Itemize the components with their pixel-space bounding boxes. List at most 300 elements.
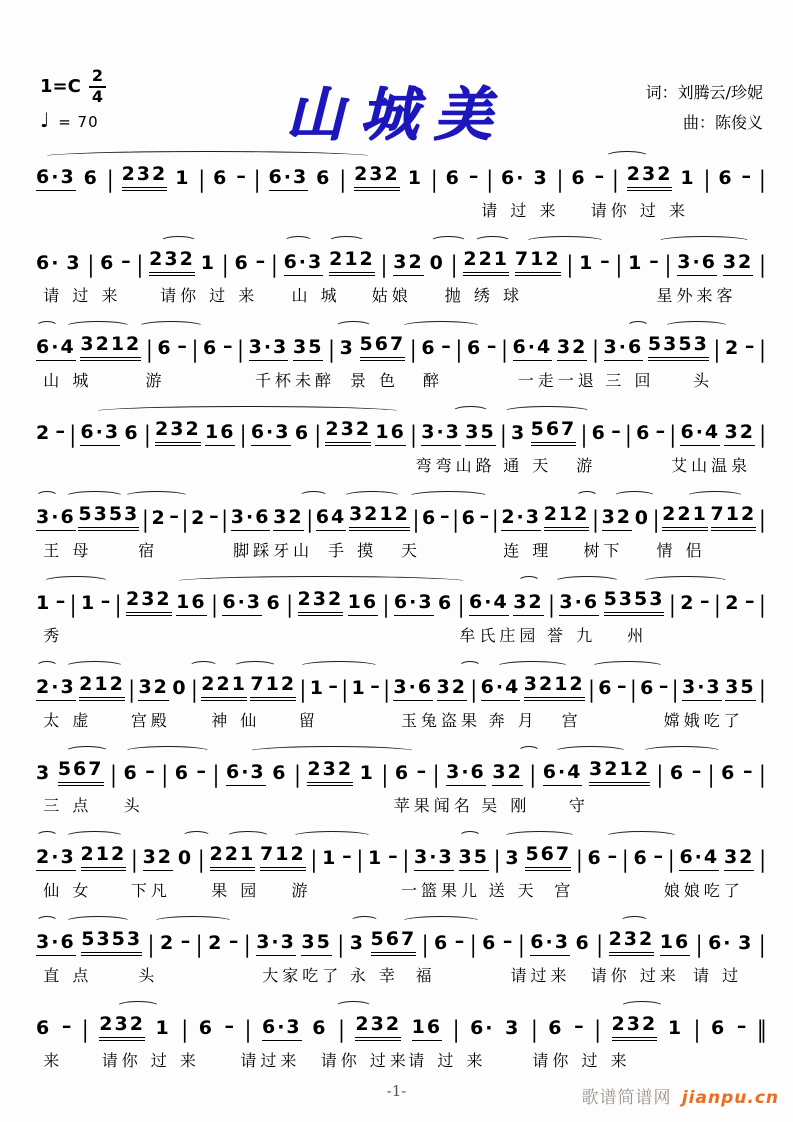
barline: | (695, 930, 703, 958)
note-token: 2 (208, 932, 224, 954)
note-token: 3·3 (256, 933, 296, 956)
barline: | (244, 1015, 252, 1043)
barline: | (145, 335, 153, 363)
note-token: 16 (412, 1018, 442, 1041)
lyric-segment: 奔 月 (488, 711, 538, 730)
note-token: 6 (100, 252, 116, 274)
slur-arc (292, 831, 372, 842)
slur-arc (36, 321, 58, 332)
slur-arc (299, 661, 379, 672)
barline: | (294, 760, 301, 788)
slur-arc (642, 746, 722, 757)
note-token: 6 (266, 592, 282, 614)
note-token: 3 (36, 762, 52, 784)
lyric-segment: 山 城 (43, 371, 93, 390)
note-token: 6 (123, 762, 139, 784)
slur-arc (401, 916, 481, 927)
barline: | (592, 505, 599, 533)
note-token: 3·6 (36, 508, 76, 531)
lyrics-row (36, 878, 766, 902)
duration-dash: – (655, 420, 666, 442)
barline: | (713, 335, 721, 363)
lyric-segment: 留 (298, 711, 319, 730)
note-token: 221 (201, 675, 247, 701)
note-token: 6·3 (80, 423, 120, 446)
slur-layer (36, 148, 766, 163)
slur-arc (657, 236, 752, 247)
barline: | (469, 930, 477, 958)
duration-dash: – (574, 1015, 584, 1037)
note-token: 6 (272, 762, 288, 784)
lyric-segment: 一篮果儿 (401, 881, 482, 900)
note-token: 3 (66, 252, 82, 274)
note-token: 32 (724, 423, 754, 446)
slur-arc (65, 321, 131, 332)
barline: | (237, 335, 244, 363)
duration-dash: – (196, 760, 207, 782)
note-token: 32 (273, 508, 303, 531)
note-token: 3212 (349, 505, 410, 531)
note-token: 1 (200, 252, 216, 274)
note-token: 6·3 (394, 593, 434, 616)
notes-row (36, 673, 766, 701)
note-token: 6·4 (543, 763, 583, 786)
watermark-site-name: 歌谱简谱网 (581, 1088, 672, 1108)
barline: | (286, 590, 293, 618)
note-token: 3·6 (559, 593, 599, 616)
slur-arc (518, 576, 540, 587)
duration-dash: – (649, 250, 659, 272)
slur-arc (182, 831, 211, 842)
score-line (36, 148, 766, 233)
page-number: -1- (386, 1082, 407, 1100)
barline: | (501, 335, 508, 363)
note-token: 6 (640, 677, 656, 699)
note-token: 712 (250, 675, 296, 701)
lyric-segment: 誉 九 (547, 626, 597, 645)
score-line (36, 998, 766, 1083)
note-token: 567 (531, 420, 577, 446)
notes-row (36, 843, 766, 871)
slur-arc (124, 746, 212, 757)
lyric-segment: 请你 过 来 (101, 1051, 200, 1070)
slur-arc (496, 661, 569, 672)
duration-dash: – (454, 930, 465, 952)
slur-arc (299, 491, 328, 502)
barline: | (337, 930, 345, 958)
slur-arc (430, 236, 467, 247)
barline: | (212, 760, 220, 788)
barline: | (191, 675, 198, 703)
barline: | (693, 1015, 701, 1043)
lyric-segment: 弯弯山路 (415, 456, 496, 475)
tempo-value: = 70 (58, 113, 99, 131)
barline: | (198, 165, 206, 193)
lyric-segment: 太 虚 (43, 711, 93, 730)
note-token: 6·4 (481, 678, 521, 701)
duration-dash: – (691, 760, 702, 782)
barline: | (314, 420, 322, 448)
barline: | (430, 165, 438, 193)
note-token: 212 (79, 675, 125, 701)
lyric-segment: 送 天 (488, 881, 538, 900)
note-token: 3 (511, 422, 527, 444)
duration-dash: – (502, 930, 513, 952)
lyric-segment: 星外来客 (656, 286, 737, 305)
slur-layer (36, 913, 766, 928)
lyric-segment: 请 过 来 (408, 1051, 487, 1070)
barline: | (106, 165, 114, 193)
slur-arc (65, 661, 123, 672)
note-token: 6·3 (251, 423, 291, 446)
note-token: 2 (725, 592, 741, 614)
slur-arc (36, 916, 58, 927)
note-token: 232 (149, 250, 195, 276)
duration-dash: – (224, 1015, 235, 1037)
score-line (36, 743, 766, 828)
note-token: 35 (293, 338, 323, 361)
barline: | (81, 1015, 89, 1043)
lyrics-row (36, 1048, 766, 1072)
slur-arc (350, 916, 379, 927)
composer-credit: 曲：陈俊义 (682, 113, 763, 133)
barline: | (191, 335, 199, 363)
barline: | (470, 675, 478, 703)
duration-dash: – (744, 335, 755, 357)
note-token: 2·3 (36, 848, 76, 871)
note-token: 6 (36, 1017, 52, 1039)
note-token: 3 (505, 847, 521, 869)
note-token: 6·3 (36, 168, 76, 191)
lyric-segment: 吴 刚 (481, 796, 531, 815)
barline: | (195, 930, 203, 958)
barline: | (759, 420, 766, 448)
note-token: 2 (159, 932, 176, 954)
key-signature (40, 68, 106, 106)
slur-arc (343, 491, 401, 502)
notes-row (36, 248, 766, 276)
barline: | (493, 845, 501, 873)
duration-dash: – (616, 675, 627, 697)
note-token: 32 (393, 253, 423, 276)
barline: | (69, 420, 77, 448)
note-token: 6·3 (530, 933, 570, 956)
note-token: 32 (602, 508, 632, 531)
note-token: 3·6 (393, 678, 433, 701)
barline: | (758, 590, 766, 618)
score-line (36, 488, 766, 573)
barline: | (181, 1015, 189, 1043)
barline: | (588, 675, 595, 703)
slur-arc (160, 236, 197, 247)
note-token: 2 (724, 337, 741, 359)
note-token: 1 (667, 1017, 684, 1039)
slur-arc (591, 661, 664, 672)
barline: | (629, 675, 637, 703)
note-token: 6·3 (284, 253, 324, 276)
barline: | (759, 335, 766, 363)
note-token: 1 (322, 847, 338, 869)
barline: | (381, 760, 389, 788)
lyric-segment: 王 母 (43, 541, 93, 560)
note-token: 567 (58, 760, 104, 786)
duration-dash: – (486, 335, 497, 357)
slur-arc (153, 916, 233, 927)
note-token: 6 (461, 507, 477, 529)
lyric-segment: 醉 (422, 371, 443, 390)
note-token: 6 (434, 932, 450, 954)
barline: | (703, 165, 711, 193)
barline: | (211, 590, 218, 618)
barline: | (131, 845, 138, 873)
note-token: 35 (725, 678, 755, 701)
barline: | (612, 165, 619, 193)
barline: | (328, 335, 335, 363)
barline: | (671, 675, 679, 703)
slur-arc (248, 746, 416, 757)
barline: | (410, 420, 417, 448)
slur-arc (233, 661, 277, 672)
note-token: 3·6 (446, 763, 486, 786)
slur-arc (36, 491, 58, 502)
lyric-segment: 宫 (554, 881, 575, 900)
lyric-segment: 姑娘 (371, 286, 412, 305)
note-token: 5353 (648, 335, 709, 361)
slur-arc (43, 576, 109, 587)
notes-row (36, 418, 766, 446)
notes-row (36, 928, 766, 956)
slur-arc (664, 321, 730, 332)
slur-arc (138, 321, 204, 332)
lyric-segment: 请 过 (693, 966, 743, 985)
duration-dash: – (741, 165, 752, 187)
barline: | (142, 505, 149, 533)
note-token: 6·4 (36, 338, 76, 361)
note-token: 6·3 (262, 1018, 302, 1041)
note-token: 6 (633, 847, 649, 869)
lyric-segment: 神 仙 (211, 711, 261, 730)
note-token: 35 (301, 933, 331, 956)
lyric-segment: 宫殿 (130, 711, 171, 730)
slur-layer (36, 573, 766, 588)
lyric-segment: 永 幸 (349, 966, 399, 985)
lyric-segment: 头 (123, 796, 144, 815)
note-token: 6· (36, 252, 61, 274)
note-token: 212 (544, 505, 590, 531)
slur-layer (36, 828, 766, 843)
lyric-segment: 景 色 (349, 371, 399, 390)
note-token: 1 (579, 252, 595, 274)
note-token: 2·3 (36, 678, 76, 701)
note-token: 64 (316, 508, 346, 531)
note-token: 3212 (524, 675, 585, 701)
note-token: 1 (628, 252, 644, 274)
note-token: 1 (351, 677, 367, 699)
note-token: 6 (575, 932, 591, 954)
barline: | (615, 250, 623, 278)
barline: | (529, 760, 537, 788)
score-line (36, 403, 766, 488)
lyric-segment: 下凡 (130, 881, 171, 900)
lyric-segment: 福 (415, 966, 436, 985)
note-token: 6 (157, 337, 173, 359)
slur-layer (36, 318, 766, 333)
lyrics-row (36, 963, 766, 987)
barline: | (517, 930, 525, 958)
lyric-segment: 请你 过来 (320, 1051, 410, 1070)
note-token: 6 (636, 422, 652, 444)
duration-dash: – (328, 675, 338, 697)
note-token: 6 (445, 167, 461, 189)
slur-arc (605, 151, 649, 162)
note-token: 6 (587, 847, 603, 869)
note-token: 232 (325, 420, 371, 446)
note-token: 232 (126, 590, 172, 616)
slur-arc (124, 491, 190, 502)
duration-dash: – (61, 1015, 72, 1037)
barline: | (338, 1015, 345, 1043)
slur-arc (65, 831, 123, 842)
slur-arc (335, 321, 372, 332)
duration-dash: – (744, 590, 755, 612)
slur-layer (36, 403, 766, 418)
barline: | (455, 335, 463, 363)
barline: | (596, 930, 604, 958)
note-token: 2 (191, 507, 207, 529)
barline: | (69, 590, 77, 618)
duration-dash: – (611, 420, 621, 442)
lyricist-credit: 词：刘腾云/珍妮 (645, 83, 763, 102)
duration-dash: – (600, 250, 610, 272)
note-token: 212 (329, 250, 375, 276)
duration-dash: – (145, 760, 155, 782)
slur-layer (36, 743, 766, 758)
barline: | (625, 420, 632, 448)
slur-arc (36, 831, 58, 842)
barline: | (402, 845, 410, 873)
barline: | (382, 590, 390, 618)
duration-dash: – (416, 760, 427, 782)
note-token: 6 (83, 167, 99, 189)
duration-dash: – (55, 420, 66, 442)
lyric-segment: 来 (43, 1051, 64, 1070)
slur-arc (474, 236, 511, 247)
lyric-segment: 天 (401, 541, 422, 560)
barline: | (759, 845, 766, 873)
duration-dash: – (658, 675, 669, 697)
barline: | (239, 420, 247, 448)
note-token: 3·6 (231, 508, 271, 531)
notes-row (36, 333, 766, 361)
lyric-segment: 娘娘吃了 (663, 881, 744, 900)
note-token: 3·3 (414, 848, 454, 871)
quarter-note-icon: ♩ (40, 108, 51, 132)
barline: | (656, 760, 664, 788)
note-token: 712 (515, 250, 561, 276)
note-token: 0 (429, 252, 445, 274)
slur-layer (36, 233, 766, 248)
note-token: 6 (598, 677, 614, 699)
barline: | (450, 250, 458, 278)
note-token: 6 (394, 762, 411, 784)
note-token: 221 (463, 250, 509, 276)
lyric-segment: 嫦娥吃了 (663, 711, 744, 730)
note-token: 16 (375, 423, 405, 446)
note-token: 712 (711, 505, 757, 531)
duration-dash: – (55, 590, 66, 612)
note-token: 6 (213, 167, 229, 189)
barline: | (486, 165, 494, 193)
notes-row (36, 163, 766, 191)
slur-arc (452, 406, 489, 417)
lyric-segment: 抛 绣 球 (444, 286, 523, 305)
note-token: 1 (680, 167, 696, 189)
note-token: 35 (459, 848, 489, 871)
slur-arc (576, 491, 598, 502)
lyric-segment: 艾山温泉 (671, 456, 752, 475)
barline: | (668, 590, 676, 618)
duration-dash: – (177, 335, 187, 357)
lyric-segment: 山 城 (291, 286, 341, 305)
note-token: 232 (609, 930, 655, 956)
slur-arc (554, 576, 620, 587)
note-token: 6·4 (513, 338, 553, 361)
notes-row (36, 503, 766, 531)
note-token: 6 (438, 592, 454, 614)
note-token: 6· (470, 1017, 495, 1039)
note-token: 1 (155, 1017, 171, 1039)
slur-arc (620, 1001, 664, 1012)
note-token: 221 (210, 845, 256, 871)
lyric-segment: 游 (291, 881, 312, 900)
slur-arc (459, 661, 481, 672)
slur-arc (43, 151, 372, 162)
note-token: 3·6 (677, 253, 717, 276)
barline: | (310, 845, 318, 873)
lyric-segment: 情 侣 (656, 541, 706, 560)
duration-dash: – (594, 165, 605, 187)
duration-dash: – (228, 930, 239, 952)
note-token: 6·4 (679, 848, 719, 871)
note-token: 6· (708, 932, 733, 954)
barline: | (759, 675, 766, 703)
duration-dash: – (736, 1015, 747, 1037)
barline: | (759, 760, 766, 788)
barline: | (759, 250, 766, 278)
slur-arc (686, 491, 744, 502)
lyric-segment: 头 (138, 966, 159, 985)
lyric-segment: 牟氏庄园 (459, 626, 540, 645)
note-token: 6· (501, 167, 526, 189)
barline: | (556, 165, 564, 193)
barline: | (713, 590, 721, 618)
barline: | (575, 845, 583, 873)
note-token: 1 (36, 592, 52, 614)
duration-dash: – (100, 590, 111, 612)
lyric-segment: 请你 过来 (590, 966, 680, 985)
score-line (36, 233, 766, 318)
lyric-segment: 请 过 来 (481, 201, 560, 220)
lyric-segment: 宫 (561, 711, 582, 730)
note-token: 5353 (81, 930, 142, 956)
slur-arc (554, 746, 627, 757)
note-token: 6 (721, 762, 737, 784)
slur-arc (620, 916, 649, 927)
note-token: 6 (203, 337, 219, 359)
lyric-segment: 千杯未醉 (255, 371, 336, 390)
note-token: 5353 (78, 505, 139, 531)
note-token: 712 (260, 845, 306, 871)
